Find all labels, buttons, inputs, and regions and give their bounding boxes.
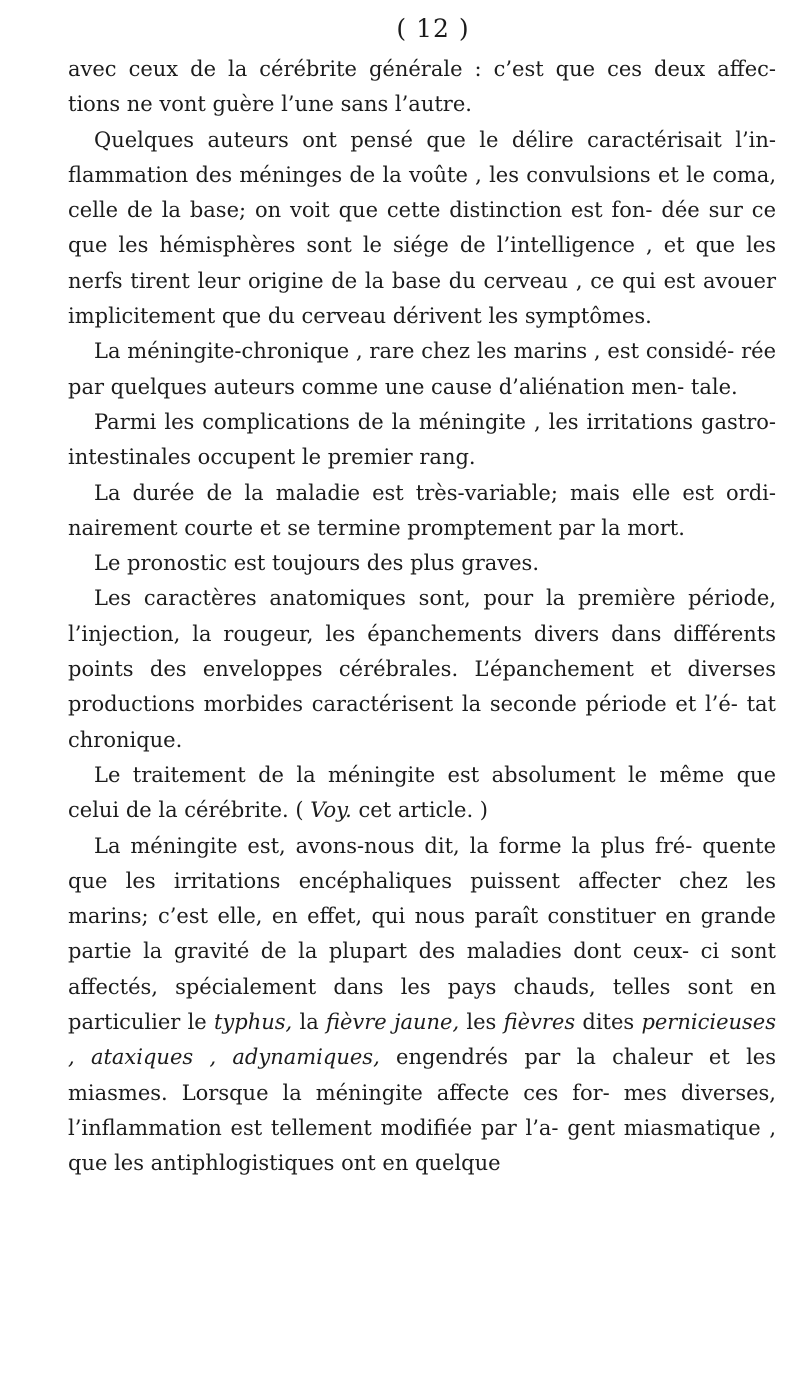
text-run: avec ceux de la cérébrite générale : c’est que ces deux affec- tions ne vont guère l’une sans l’autre. [68,57,776,117]
text-run: dites [575,1010,642,1035]
paragraph [68,829,776,1182]
text-run: Quelques auteurs ont pensé que le délire caractérisait l’in- flammation des méninges de la voûte , les convulsions et le coma, celle de la base; on voit que cette distinction est fon- dée sur ce que les hémisphères sont le siége de l’intelligence , et que les nerfs tirent leur origine de la base du cerveau , ce qui est avouer implicitement que du cerveau dérivent les symptômes. [68,127,776,329]
paragraph [68,334,776,405]
paragraph [68,581,776,757]
book-page [68,12,776,1182]
text-run: La méningite-chronique , rare chez les marins , est considé- rée par quelques auteurs comme une cause d’aliénation men- tale. [68,339,776,399]
text-run: Les caractères anatomiques sont, pour la première période, l’injection, la rougeur, les épanchements divers dans différents points des enveloppes cérébrales. L’épanchement et diverses productions morbides caractérisent la seconde période et l’é- tat chronique. [68,586,776,752]
text-run: Le traitement de la méningite est absolument le même que celui de la cérébrite. ( [68,762,776,823]
paragraph [68,123,776,335]
text-run: engendrés par la chaleur et les miasmes. Lorsque la méningite affecte ces for- mes diverses, l’inflammation est tellement modifiée par l’a- gent miasmatique , que les antiphlogistiques ont en quelque [68,1045,777,1176]
text-run: la [292,1010,326,1035]
text-run: cet article. ) [351,798,489,823]
paragraph [68,758,776,829]
paragraph [68,476,776,547]
text-run: Parmi les complications de la méningite , les irritations gastro-intestinales occupent le premier rang. [68,409,776,470]
paragraph [68,405,776,476]
text-run: Le pronostic est toujours des plus graves. [94,551,540,576]
italic-text: fièvres [503,1010,576,1035]
italic-text: typhus, [213,1010,293,1035]
text-run: La méningite est, avons-nous dit, la forme la plus fré- quente que les irritations encéphaliques puissent affecter chez les marins; c’est elle, en effet, qui nous paraît constituer en grande partie la gravité de la plupart des maladies dont ceux- ci sont affectés, spécialement dans les pays chauds, telles sont en particulier le [68,833,776,1035]
paragraph [68,52,776,123]
text-run: les [459,1010,504,1035]
italic-text: pernicieuses , ataxiques , adynamiques, [68,1010,776,1070]
italic-text: Voy. [310,798,352,823]
text-run: La durée de la maladie est très-variable; mais elle est ordi- nairement courte et se termine promptement par la mort. [68,480,776,540]
body-text [68,52,776,1182]
page-number: ( 12 ) [396,14,470,43]
paragraph [68,546,776,581]
italic-text: fièvre jaune, [325,1010,460,1035]
